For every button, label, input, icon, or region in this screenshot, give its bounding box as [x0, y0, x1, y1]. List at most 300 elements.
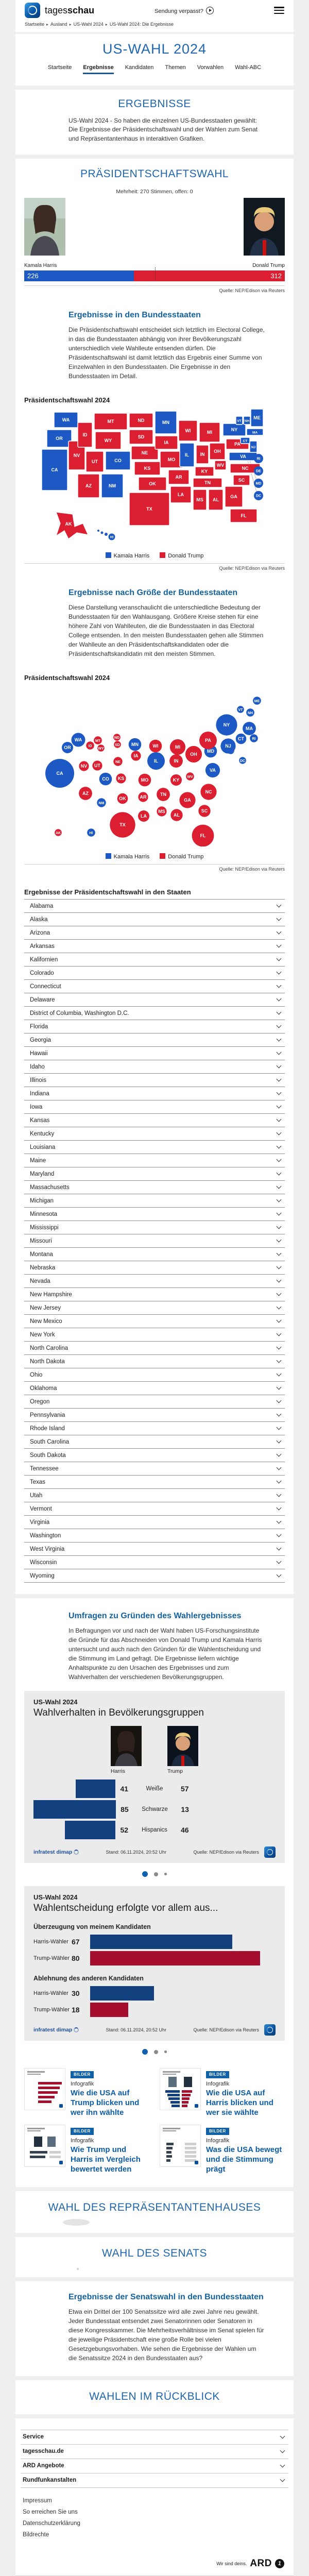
state-accordion-row[interactable]	[24, 939, 285, 953]
svg-text:HI: HI	[89, 832, 93, 836]
state-tile-VT[interactable]	[236, 416, 243, 425]
state-tile-FL[interactable]	[230, 509, 257, 522]
state-accordion-row[interactable]	[24, 979, 285, 993]
state-accordion-row[interactable]	[24, 1488, 285, 1502]
state-tile-NY[interactable]	[223, 423, 246, 436]
carousel-dots	[15, 1871, 294, 1877]
state-bubble-MS[interactable]	[157, 807, 166, 817]
state-name: New Hampshire	[30, 1291, 72, 1298]
footer-link[interactable]: Datenschutzerklärung	[23, 2520, 80, 2527]
chevron-down-icon	[277, 1371, 282, 1377]
state-accordion-row[interactable]	[24, 1194, 285, 1207]
state-tile-AK[interactable]	[56, 512, 88, 539]
teaser-card[interactable]	[24, 2125, 149, 2174]
footer-link[interactable]: Impressum	[23, 2497, 52, 2504]
teaser-kicker: Infografik	[206, 2081, 230, 2088]
state-circle-RI[interactable]	[254, 454, 263, 463]
trump-value: 13	[181, 1805, 189, 1814]
tab-startseite[interactable]: Startseite	[47, 64, 72, 71]
state-bubble-VA[interactable]	[205, 763, 220, 777]
state-tile-UT[interactable]	[86, 451, 104, 472]
state-tile-WV[interactable]	[215, 461, 226, 470]
tab-kandidaten[interactable]: Kandidaten	[125, 64, 154, 71]
decision-group-label: Ablehnung des anderen Kandidaten	[33, 1975, 144, 1982]
state-bubble-AL[interactable]	[170, 809, 182, 821]
state-accordion-row[interactable]	[24, 926, 285, 939]
svg-text:PA: PA	[234, 442, 241, 447]
state-tile-KY[interactable]	[195, 467, 214, 476]
state-tile-ND[interactable]	[129, 413, 153, 428]
state-tile-MA[interactable]	[247, 429, 263, 435]
decision-row	[33, 1935, 276, 1949]
state-name: Florida	[30, 1023, 48, 1030]
state-tile-OR[interactable]	[47, 430, 72, 447]
svg-text:MS: MS	[158, 809, 165, 815]
state-tile-LA[interactable]	[170, 486, 191, 503]
state-bubble-WY[interactable]	[97, 744, 105, 752]
trump-value: 46	[180, 1826, 189, 1835]
state-accordion-row[interactable]	[24, 1006, 285, 1020]
state-accordion-row[interactable]	[24, 1408, 285, 1421]
svg-text:WV: WV	[216, 463, 225, 468]
state-accordion-row[interactable]	[24, 1221, 285, 1234]
teaser-thumbnail[interactable]	[160, 2068, 201, 2110]
state-accordion-row[interactable]	[24, 1314, 285, 1328]
bubble-map-label: Präsidentschaftswahl 2024	[24, 674, 110, 682]
state-accordion-row[interactable]	[24, 1274, 285, 1287]
state-bubble-KY[interactable]	[170, 774, 182, 786]
state-accordion-row[interactable]	[24, 1046, 285, 1060]
state-accordion-row[interactable]	[24, 1127, 285, 1140]
state-bubble-TX[interactable]	[110, 812, 135, 837]
state-accordion-row[interactable]	[24, 1033, 285, 1046]
state-accordion-row[interactable]	[24, 993, 285, 1006]
state-tile-OK[interactable]	[139, 477, 166, 490]
state-bubble-IA[interactable]	[131, 751, 141, 761]
state-accordion-row[interactable]	[24, 1435, 285, 1448]
state-bubble-MN[interactable]	[129, 738, 142, 751]
footer-accordion-row[interactable]	[21, 2430, 288, 2444]
state-accordion-row[interactable]	[24, 1341, 285, 1354]
svg-text:IL: IL	[154, 758, 158, 764]
state-accordion-row[interactable]	[24, 1381, 285, 1395]
bilder-badge: BILDER	[206, 2128, 229, 2135]
category-label: Hispanics	[142, 1827, 167, 1834]
state-accordion-row[interactable]	[24, 1421, 285, 1435]
state-tile-NE[interactable]	[131, 446, 158, 460]
svg-text:NE: NE	[141, 450, 148, 456]
state-tile-OH[interactable]	[210, 443, 225, 460]
state-circle-DE[interactable]	[254, 466, 263, 476]
breadcrumb-link[interactable]: US-Wahl 2024	[73, 22, 104, 27]
state-bubble-LA[interactable]	[138, 810, 149, 822]
state-tile-AR[interactable]	[168, 470, 189, 484]
chart-source: Quelle: NEP/Edison via Reuters	[193, 2027, 259, 2033]
state-bubble-NJ[interactable]	[220, 739, 235, 754]
state-bubble-NV[interactable]	[79, 761, 89, 771]
breadcrumb-link[interactable]: Ausland	[50, 22, 67, 27]
svg-text:CO: CO	[102, 776, 109, 782]
legend-item: Donald Trump	[160, 552, 203, 559]
state-tile-MS[interactable]	[193, 489, 207, 510]
decision-row	[33, 1986, 276, 2001]
state-bubble-NM[interactable]	[97, 798, 106, 807]
state-tile-GA[interactable]	[225, 486, 243, 507]
footer-accordion-row[interactable]	[21, 2459, 288, 2473]
breadcrumb-separator-icon: ▸	[105, 22, 108, 27]
svg-text:OR: OR	[56, 436, 63, 442]
teaser-title[interactable]: Wie die USA auf Harris blicken und wer sie wählte	[206, 2089, 273, 2117]
svg-text:OK: OK	[149, 481, 156, 487]
us-choropleth-map[interactable]	[39, 409, 294, 548]
svg-text:AR: AR	[175, 474, 182, 480]
state-bubble-OR[interactable]	[62, 742, 73, 753]
carousel-dot[interactable]	[154, 2050, 158, 2054]
state-accordion-row[interactable]	[24, 1154, 285, 1167]
carousel-dot[interactable]	[164, 2050, 167, 2053]
state-accordion-row[interactable]	[24, 1529, 285, 1542]
state-bubble-AZ[interactable]	[79, 787, 92, 800]
svg-text:CO: CO	[114, 458, 122, 464]
state-name: Pennsylvania	[30, 1412, 65, 1418]
state-name: Oklahoma	[30, 1385, 57, 1392]
teaser-kicker: Infografik	[206, 2138, 230, 2144]
state-tile-WI[interactable]	[179, 420, 197, 441]
svg-text:CA: CA	[51, 467, 58, 473]
state-tile-SC[interactable]	[233, 475, 250, 485]
state-bubble-MT[interactable]	[94, 736, 102, 744]
state-tile-TN[interactable]	[193, 478, 222, 487]
state-tile-CO[interactable]	[106, 451, 130, 470]
decision-chart-card	[24, 1886, 285, 2041]
size-subsection-heading[interactable]: Ergebnisse nach Größe der Bundesstaaten	[68, 588, 238, 598]
tagesschau-wordmark[interactable]: tagesschau	[45, 5, 95, 15]
svg-text:MA: MA	[252, 431, 258, 435]
state-bubble-RI[interactable]	[250, 734, 258, 742]
state-bubble-MO[interactable]	[139, 774, 151, 787]
state-tile-IN[interactable]	[196, 445, 209, 464]
tab-themen[interactable]: Themen	[165, 64, 186, 71]
state-accordion-row[interactable]	[24, 1113, 285, 1127]
state-tile-SD[interactable]	[129, 430, 153, 444]
chevron-down-icon	[277, 1144, 282, 1149]
trump-votes: 312	[270, 272, 282, 280]
state-bubble-VT[interactable]	[237, 706, 244, 713]
state-bubble-CO[interactable]	[99, 773, 112, 786]
chevron-down-icon	[277, 1572, 282, 1578]
state-tile-WA[interactable]	[54, 412, 78, 428]
teaser-thumbnail[interactable]	[160, 2125, 201, 2167]
state-bubble-AK[interactable]	[55, 829, 62, 836]
state-accordion-row[interactable]	[24, 1167, 285, 1180]
state-tile-NM[interactable]	[101, 474, 123, 498]
state-bubble-NE[interactable]	[113, 757, 122, 766]
missed-broadcast-link[interactable]: Sendung verpasst?	[94, 7, 274, 14]
state-bubble-HI[interactable]	[87, 828, 95, 837]
state-accordion-row[interactable]	[24, 912, 285, 926]
house-heading: WAHL DES REPRÄSENTANTENHAUSES	[48, 2201, 261, 2213]
teaser-thumbnail[interactable]	[24, 2125, 65, 2167]
carousel-dot[interactable]	[154, 1872, 158, 1876]
state-tile-NJ[interactable]	[250, 441, 257, 452]
state-accordion-row[interactable]	[24, 1140, 285, 1154]
chevron-down-icon	[277, 1532, 282, 1537]
tab-ergebnisse[interactable]: Ergebnisse	[83, 64, 113, 74]
state-accordion-row[interactable]	[24, 1247, 285, 1261]
value: 18	[72, 2006, 80, 2014]
state-accordion-row[interactable]	[24, 1100, 285, 1113]
decision-groups	[33, 1923, 276, 2017]
state-tile-MT[interactable]	[94, 413, 127, 430]
state-accordion-row[interactable]	[24, 1475, 285, 1488]
chevron-down-icon	[277, 1412, 282, 1417]
state-bubble-DC[interactable]	[239, 757, 246, 764]
svg-text:TN: TN	[204, 480, 211, 486]
state-bubble-WV[interactable]	[186, 772, 194, 781]
footer-accordion-row[interactable]	[21, 2444, 288, 2459]
state-name: Montana	[30, 1251, 53, 1258]
us-bubble-map[interactable]	[39, 687, 294, 849]
svg-text:IA: IA	[133, 753, 139, 759]
state-bubble-KS[interactable]	[116, 774, 126, 784]
value: 67	[72, 1938, 80, 1946]
demographics-row	[33, 1821, 276, 1839]
state-tile-ID[interactable]	[78, 422, 92, 447]
state-tile-KS[interactable]	[134, 462, 160, 475]
state-tile-MN[interactable]	[155, 411, 177, 434]
state-tile-CT[interactable]	[241, 437, 250, 444]
state-bubble-MI[interactable]	[170, 739, 185, 755]
ard-wordmark: ARD	[250, 2557, 272, 2569]
state-bubble-SC[interactable]	[198, 805, 210, 817]
state-name: New York	[30, 1331, 55, 1338]
state-accordion-row[interactable]	[24, 1368, 285, 1381]
footer-link[interactable]: Bildrechte	[23, 2531, 49, 2538]
divider	[24, 285, 285, 286]
svg-text:WV: WV	[187, 775, 193, 779]
legend-swatch-icon	[160, 552, 165, 558]
svg-text:MS: MS	[196, 497, 203, 503]
state-tile-NH[interactable]	[244, 416, 250, 425]
svg-text:MA: MA	[246, 726, 253, 732]
chevron-down-icon	[277, 1438, 282, 1444]
infratest-ring-icon	[74, 2027, 79, 2032]
state-bubble-NH[interactable]	[246, 708, 254, 717]
state-bubble-AR[interactable]	[138, 792, 148, 802]
state-accordion-row[interactable]	[24, 1020, 285, 1033]
chevron-down-icon	[277, 1197, 282, 1202]
state-accordion-row[interactable]	[24, 1555, 285, 1569]
source-note: Quelle: NEP/Edison via Reuters	[219, 566, 285, 571]
state-tile-AL[interactable]	[209, 489, 223, 510]
state-accordion-row[interactable]	[24, 1328, 285, 1341]
chevron-down-icon	[277, 996, 282, 1002]
state-accordion-row[interactable]	[24, 966, 285, 979]
svg-text:CA: CA	[56, 771, 63, 776]
chevron-down-icon	[277, 1492, 282, 1497]
trump-small-photo	[167, 1726, 198, 1766]
footer-accordion-row[interactable]	[21, 2473, 288, 2487]
state-bubble-MA[interactable]	[243, 722, 256, 735]
tagesschau-logo-icon[interactable]	[25, 3, 40, 18]
footer-link[interactable]: So erreichen Sie uns	[23, 2509, 78, 2515]
harris-bar	[65, 1821, 115, 1839]
svg-text:NY: NY	[223, 722, 230, 728]
teaser-grid	[24, 2068, 285, 2175]
state-bubble-SD[interactable]	[114, 741, 121, 748]
decision-group-label: Überzeugung von meinem Kandidaten	[33, 1923, 151, 1931]
svg-text:LA: LA	[141, 814, 147, 819]
state-bubble-FL[interactable]	[192, 825, 214, 846]
state-accordion-row[interactable]	[24, 1462, 285, 1475]
play-icon	[206, 7, 214, 14]
state-accordion-row[interactable]	[24, 1569, 285, 1582]
state-accordion-row[interactable]	[24, 1542, 285, 1555]
teaser-thumbnail[interactable]	[24, 2068, 65, 2110]
chevron-down-icon	[277, 1211, 282, 1216]
trump-name: Donald Trump	[252, 263, 285, 269]
state-tile-MI[interactable]	[199, 422, 220, 442]
carousel-dot-active[interactable]	[142, 1871, 148, 1877]
svg-text:DE: DE	[256, 469, 261, 473]
svg-text:SD: SD	[138, 434, 145, 440]
state-name: Utah	[30, 1492, 43, 1499]
states-subsection-heading[interactable]: Ergebnisse in den Bundesstaaten	[68, 311, 201, 320]
menu-burger-icon[interactable]	[274, 7, 284, 14]
state-bubble-ME[interactable]	[253, 697, 261, 705]
demographics-rows	[33, 1780, 276, 1839]
svg-text:UT: UT	[92, 459, 98, 465]
svg-text:NM: NM	[98, 802, 105, 806]
state-name: North Dakota	[30, 1358, 65, 1365]
teaser-card[interactable]	[24, 2068, 149, 2117]
chevron-down-icon	[277, 1063, 282, 1069]
value: 80	[72, 1954, 80, 1963]
carousel-dot[interactable]	[164, 1873, 167, 1875]
state-accordion-row[interactable]	[24, 1180, 285, 1194]
state-accordion-row[interactable]	[24, 953, 285, 966]
state-bubble-OK[interactable]	[117, 793, 128, 804]
breadcrumb-link[interactable]: US-Wahl 2024: Die Ergebnisse	[109, 22, 174, 27]
state-accordion-row[interactable]	[24, 1515, 285, 1529]
chevron-down-icon	[277, 1358, 282, 1363]
state-bubble-GA[interactable]	[179, 792, 195, 808]
svg-text:AK: AK	[55, 832, 61, 836]
bilder-badge: BILDER	[71, 2071, 94, 2078]
state-bubble-IL[interactable]	[147, 752, 165, 770]
tab-wahl-abc[interactable]: Wahl-ABC	[235, 64, 262, 71]
harris-bar	[33, 1800, 116, 1819]
state-accordion-row[interactable]	[24, 1087, 285, 1100]
svg-text:IN: IN	[174, 758, 179, 764]
state-tile-VA[interactable]	[229, 452, 257, 461]
chevron-down-icon	[277, 1519, 282, 1524]
senate-sub-heading[interactable]: Ergebnisse der Senatswahl in den Bundesstaaten	[68, 2292, 264, 2301]
svg-text:GA: GA	[230, 494, 237, 500]
svg-text:HI: HI	[110, 535, 114, 539]
state-name: Massachusetts	[30, 1184, 70, 1191]
state-bubble-CA[interactable]	[45, 759, 74, 788]
category-label: Weiße	[146, 1786, 163, 1792]
tab-vorwahlen[interactable]: Vorwahlen	[197, 64, 224, 71]
svg-text:MO: MO	[141, 777, 149, 783]
state-bubble-PA[interactable]	[199, 732, 217, 749]
carousel-dot-active[interactable]	[142, 2049, 148, 2055]
state-bubble-WI[interactable]	[149, 740, 162, 753]
state-accordion-row[interactable]	[24, 899, 285, 912]
state-circle-MD[interactable]	[254, 479, 263, 488]
state-bubble-OH[interactable]	[185, 746, 202, 762]
value: 30	[72, 1989, 80, 1998]
state-accordion-row[interactable]	[24, 1207, 285, 1221]
state-bubble-TN[interactable]	[157, 788, 170, 801]
breadcrumb-link[interactable]: Startseite	[25, 22, 45, 27]
chevron-down-icon	[277, 1318, 282, 1323]
state-accordion-row[interactable]	[24, 1287, 285, 1301]
state-bubble-UT[interactable]	[92, 761, 102, 771]
state-tile-IA[interactable]	[155, 436, 178, 449]
state-name: New Jersey	[30, 1304, 61, 1311]
state-bubble-CT[interactable]	[236, 734, 247, 744]
state-tile-ME[interactable]	[251, 409, 263, 427]
state-name: Minnesota	[30, 1211, 58, 1217]
teaser-title[interactable]: Wie Trump und Harris im Vergleich bewertet werden	[71, 2145, 141, 2174]
electoral-bar	[24, 270, 285, 281]
chevron-down-icon	[277, 916, 282, 921]
state-name: Rhode Island	[30, 1425, 65, 1432]
senate-sub-text: Etwa ein Drittel der 100 Senatssitze wird alle zwei Jahre neu gewählt. Jeder Bundesstaat entsendet zwei Senatorinnen oder Senatoren in diese Kongresskammer. Die Mehrheitsverhältnisse im Senat spielen für die jeweilige Präsidentschaft eine große Rolle bei vielen Gesetzgebungsvorhaben. Wie sehen die Ergebnisse der Wahlen um die Senatssitze 2024 in den Bundesstaaten aus?	[68, 2308, 264, 2362]
state-tile-IL[interactable]	[180, 443, 194, 467]
state-name: South Dakota	[30, 1452, 66, 1459]
state-tile-WY[interactable]	[95, 432, 121, 449]
legend-swatch-icon	[106, 853, 111, 859]
footer-links	[21, 2495, 288, 2540]
review-card	[15, 2380, 294, 2414]
state-accordion-row[interactable]	[24, 1395, 285, 1408]
teaser-title[interactable]: Was die USA bewegt und die Stimmung prägt	[206, 2145, 282, 2174]
state-accordion-row[interactable]	[24, 1073, 285, 1087]
state-bubble-NC[interactable]	[200, 784, 216, 800]
svg-text:DC: DC	[239, 759, 246, 764]
svg-text:NC: NC	[205, 789, 212, 795]
state-accordion-row[interactable]	[24, 1301, 285, 1314]
state-bubble-WA[interactable]	[72, 733, 85, 747]
state-circle-DC[interactable]	[254, 491, 263, 500]
teaser-card[interactable]	[160, 2125, 285, 2174]
state-tile-TX[interactable]	[129, 493, 169, 526]
state-bubble-ID[interactable]	[86, 741, 94, 750]
state-tile-CA[interactable]	[42, 449, 67, 490]
legend-item: Kamala Harris	[106, 552, 150, 559]
state-tile-HI[interactable]	[97, 530, 115, 540]
state-accordion-row[interactable]	[24, 1448, 285, 1462]
state-accordion-row[interactable]	[24, 1060, 285, 1073]
state-bubble-ND[interactable]	[113, 734, 121, 741]
teaser-card[interactable]	[160, 2068, 285, 2117]
state-accordion-row[interactable]	[24, 1261, 285, 1274]
ard-mini-logo-icon	[195, 2104, 198, 2108]
teaser-title[interactable]: Wie die USA auf Trump blicken und wer ihn wählte	[71, 2089, 140, 2117]
state-accordion-row[interactable]	[24, 1234, 285, 1247]
polls-heading[interactable]: Umfragen zu Gründen des Wahlergebnisses	[68, 1612, 242, 1621]
chevron-down-icon	[277, 1291, 282, 1296]
state-bubble-IN[interactable]	[169, 754, 183, 768]
state-tile-AZ[interactable]	[78, 474, 99, 498]
state-accordion-row[interactable]	[24, 1502, 285, 1515]
president-card	[15, 159, 294, 1594]
state-accordion-row[interactable]	[24, 1354, 285, 1368]
state-bubble-NY[interactable]	[216, 715, 237, 736]
